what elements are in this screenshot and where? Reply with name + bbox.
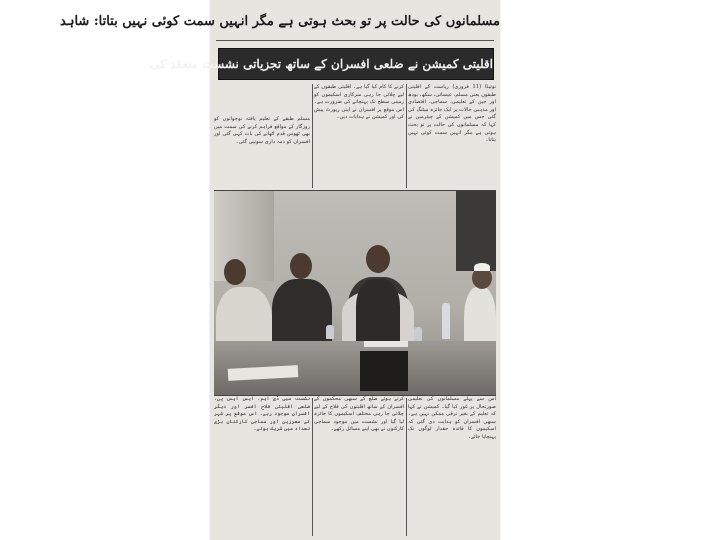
- photo-paper: [364, 341, 408, 347]
- article-column-top-left: [214, 116, 310, 190]
- article-column-top-middle: [314, 84, 404, 190]
- column-text: مسلم طبقے کے تعلیم یافتہ نوجوانوں کو روزگار کے مواقع فراہم کرنے کی سمت میں بھی ٹھوس قدم اٹھانے کی بات کہی گئی اور افسران کو ذمہ داری سونپی گئی۔: [214, 116, 310, 145]
- photo-water-bottle: [442, 303, 450, 339]
- newspaper-clipping: [60, 0, 500, 540]
- column-text: کرنے کا کام کیا گیا ہے۔ اقلیتی طبقوں کے لیے چلائی جا رہی سرکاری اسکیموں کو زمینی سطح تک پہنچانے کی ضرورت ہے۔ اس موقع پر افسران نے اپنی رپورٹ پیش کی اور کمیشن نے ہدایات دیں۔: [314, 84, 404, 121]
- photo-dark-wall: [456, 191, 496, 271]
- column-divider: [312, 84, 313, 188]
- meeting-photo: [214, 190, 496, 396]
- article-column-bottom-right: [408, 396, 496, 536]
- column-text: کرتے ہوئے ضلع کے سبھی محکموں کے افسران کے ساتھ اقلیتوں کی فلاح کے لیے چلائی جا رہی مختلف اسکیموں کا جائزہ لیا گیا اور نشست میں موجود سماجی کارکنوں نے بھی اپنے مسائل رکھے۔: [314, 396, 404, 433]
- photo-head-1: [224, 259, 246, 285]
- column-divider: [406, 398, 407, 536]
- article-column-bottom-left: [214, 396, 310, 536]
- article-column-top-right: [408, 84, 496, 190]
- photo-head-3: [366, 245, 390, 273]
- photo-dark-object: [360, 351, 408, 391]
- headline-divider: [216, 40, 494, 41]
- column-text: نشست میں ڈی ایم، ایس ایس پی، ضلعی اقلیتی فلاح افسر اور دیگر افسران موجود رہے۔ اس موقع پر شہر کے معززین اور سماجی کارکنان بڑی تعداد میں شریک ہوئے۔: [214, 396, 310, 433]
- photo-cap-4: [474, 263, 490, 271]
- photo-glass: [326, 325, 334, 339]
- column-text: نوئیڈا (11 فروری) ریاست کے اقلیتی طبقوں یعنی مسلم، عیسائی، سکھ، بودھ اور جین کے تعلیمی، سماجی، اقتصادی اور مذہبی حالات پر ایک جائزہ میٹنگ کی گئی جس میں کمیشن کے چیئرمین نے کہا کہ مسلمانوں کی حالت پر تو بحث ہوتی ہے مگر انہیں سمت کوئی نہیں بتاتا۔: [408, 84, 496, 144]
- article-headline: مسلمانوں کی حالت پر تو بحث ہوتی ہے مگر انہیں سمت کوئی نہیں بتاتا: شاہد: [60, 14, 500, 29]
- article-subheadline: اقلیتی کمیشن نے ضلعی افسران کے ساتھ تجزیاتی نشست منعقد کی: [218, 48, 494, 80]
- column-text: اس سے پہلے مسلمانوں کی تعلیمی صورتحال پر غور کیا گیا۔ کمیشن نے کہا کہ تعلیم کے بغیر ترقی ممکن نہیں ہے۔ سبھی افسران کو ہدایت دی گئی کہ اسکیموں کا فائدہ حقدار لوگوں تک پہنچایا جائے۔: [408, 396, 496, 440]
- column-divider: [406, 84, 407, 188]
- column-divider: [312, 398, 313, 536]
- article-column-bottom-middle: [314, 396, 404, 536]
- photo-glass: [414, 327, 422, 341]
- photo-head-2: [290, 253, 312, 279]
- photo-person-3-vest: [356, 279, 400, 347]
